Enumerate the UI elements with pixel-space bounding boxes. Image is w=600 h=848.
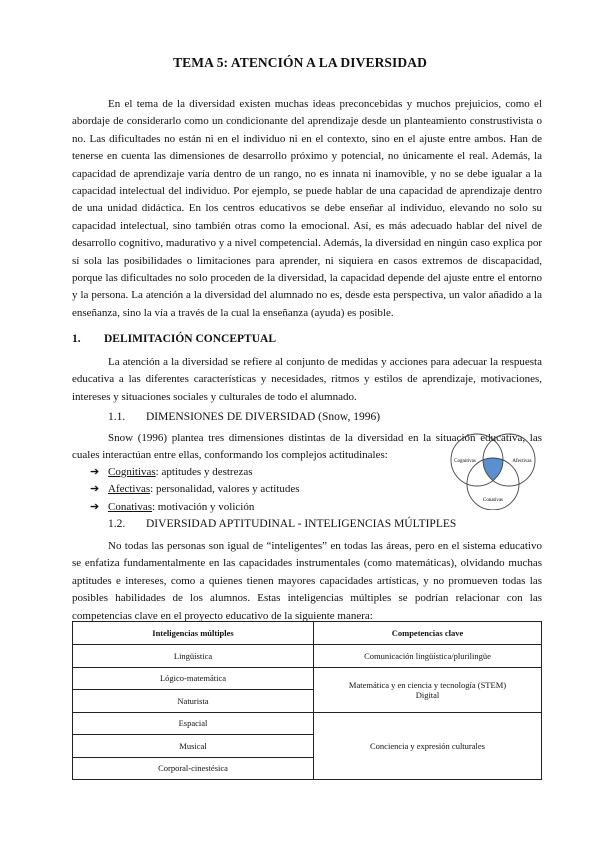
subsection-number: 1.1. <box>108 411 126 423</box>
table-cell-line: Matemática y en ciencia y tecnología (STEM) <box>348 679 507 690</box>
venn-diagram <box>437 430 549 510</box>
table-row <box>73 645 542 668</box>
subsection-number: 1.2. <box>108 518 126 530</box>
subsection-title: DIVERSIDAD APTITUDINAL - INTELIGENCIAS MÚLTIPLES <box>146 518 457 530</box>
subsection-heading-intelligences <box>108 518 456 530</box>
table-cell: Musical <box>73 735 314 758</box>
section-title: DELIMITACIÓN CONCEPTUAL <box>104 333 276 345</box>
table-cell: Conciencia y expresión culturales <box>314 712 542 780</box>
section-number: 1. <box>72 333 81 345</box>
dimensions-list <box>90 464 300 516</box>
list-item <box>90 464 300 481</box>
table-header-cell: Competencias clave <box>314 622 542 645</box>
list-item-desc: : aptitudes y destrezas <box>155 466 253 478</box>
list-item-desc: : motivación y volición <box>152 500 255 513</box>
venn-label-affective: Afectivas <box>512 459 532 464</box>
venn-label-conative: Conativas <box>483 498 503 503</box>
table-cell: Lógico-matemática <box>73 667 314 690</box>
section-heading <box>72 333 276 345</box>
list-item-term: Conativas <box>108 500 152 513</box>
table-cell: Comunicación lingüística/plurilingüe <box>314 645 542 668</box>
arrow-icon: ➔ <box>90 483 100 496</box>
table-cell: Naturista <box>73 690 314 713</box>
page-title: TEMA 5: ATENCIÓN A LA DIVERSIDAD <box>173 55 427 70</box>
table-cell-line: Digital <box>415 689 440 700</box>
section-paragraph: La atención a la diversidad se refiere al conjunto de medidas y acciones para adecuar la respuesta educativa a las diferentes características y necesidades, ritmos y estilos de aprendizaje, motivaciones, intereses y situaciones sociales y culturales de todo el alumnado. <box>72 356 542 403</box>
arrow-icon: ➔ <box>90 500 100 513</box>
list-item <box>90 499 300 516</box>
table-header-cell: Inteligencias múltiples <box>73 622 314 645</box>
list-item-term: Afectivas <box>108 483 151 496</box>
list-item-term: Cognitivas <box>108 466 156 478</box>
list-item-desc: : personalidad, valores y actitudes <box>150 483 300 496</box>
intelligences-paragraph: No todas las personas son igual de “inteligentes” en todas las áreas, pero en el sistema educativo se enfatiza fundamentalmente en las capacidades instrumentales (como matemáticas), olvidando muchas aptitudes e intereses, como a quienes tienen mayores capacidades artísticas, y no promueven todas las posibles habilidades de los alumnos. Estas inteligencias múltiples se podrían relacionar con las competencias clave en el proyecto educativo de la siguiente manera: <box>72 540 542 622</box>
subsection-heading-dimensions <box>108 411 380 423</box>
table-row <box>73 712 542 735</box>
dimensions-paragraph: Snow (1996) plantea tres dimensiones distintas de la diversidad en la situación educativa, las cuales interactúan entre ellas, conformando los complejos actitudinales: <box>72 432 542 462</box>
table-cell: Lingüística <box>73 645 314 668</box>
arrow-icon: ➔ <box>90 466 100 478</box>
venn-label-cognitive: Cognitivas <box>454 459 476 464</box>
table-cell <box>314 667 542 712</box>
intro-paragraph: En el tema de la diversidad existen muchas ideas preconcebidas y muchos prejuicios, como el abordaje de considerarlo como un condicionante del aprendizaje desde un planteamiento construstivista o no. Las dificultades no están ni en el individuo ni en el contexto, sino en el ajuste entre ambos. Han de tenerse en cuenta las dimensiones de desarrollo próximo y potencial, no únicamente el real. Además, la capacidad de aprendizaje varía dentro de un rango, no es innata ni inamovible, y no se debe igualar a la capacidad intelectual del individuo. Por ejemplo, se puede hablar de una capacidad de aprendizaje dentro de una unidad didáctica. En los centros educativos se debe enseñar al individuo, elevando no solo su capacidad intelectual, sino también otras como la emocional. Así, es más adecuado hablar del nivel de desarrollo cognitivo, madurativo y a nivel competencial. Además, la diversidad en ningún caso explica por sí sola las posibilidades o limitaciones para aprender, ni siquiera en casos extremos de discapacidad, porque las dificultades no solo proceden de la diversidad, la capacidad depende del ajuste entre el entorno y la persona. La atención a la diversidad del alumnado no es, desde esta perspectiva, un valor añadido a la enseñanza, sino la vía a través de la cual la enseñanza (ayuda) es posible. <box>72 98 542 319</box>
table-cell: Espacial <box>73 712 314 735</box>
table-row <box>73 667 542 690</box>
competencies-table <box>72 621 542 780</box>
table-cell: Corporal-cinestésica <box>73 757 314 780</box>
list-item <box>90 481 300 498</box>
table-header-row <box>73 622 542 645</box>
subsection-title: DIMENSIONES DE DIVERSIDAD (Snow, 1996) <box>146 411 381 423</box>
